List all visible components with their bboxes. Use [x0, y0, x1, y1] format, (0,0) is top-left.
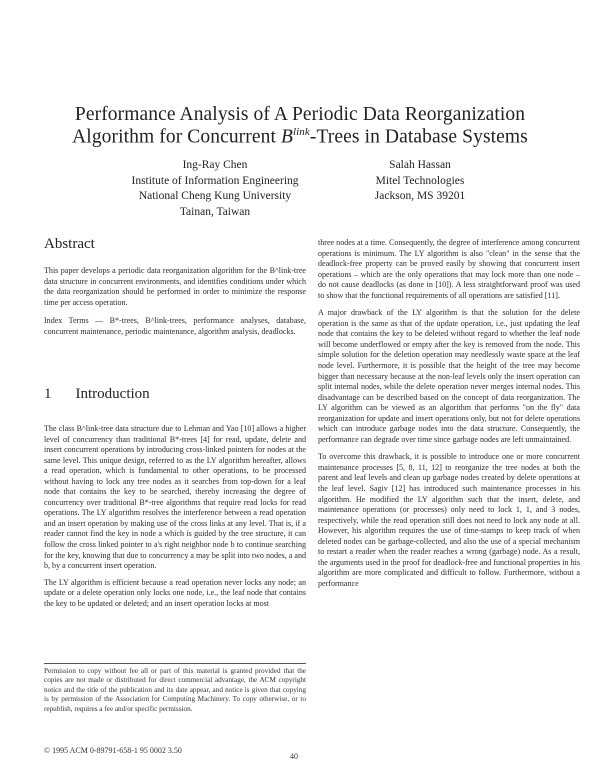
title-suffix: -Trees in Database Systems [309, 126, 528, 148]
abstract-heading: Abstract [44, 236, 95, 252]
author-affiliation: Jackson, MS 39201 [374, 190, 466, 202]
title-blink-b: B [280, 126, 293, 148]
intro-paragraph-2: The LY algorithm is efficient because a read operation never locks any node; an update or a delete operation only locks one node, i.e., the leaf node that contains the key to be updated or deleted; and an insert operation locks at most [44, 577, 306, 608]
author-block-1 [100, 158, 330, 220]
paper-title-line-2 [40, 126, 560, 149]
abstract-section [44, 266, 306, 341]
author-affiliation: National Cheng Kung University [138, 190, 292, 202]
intro-heading [44, 386, 150, 403]
copyright-line: © 1995 ACM 0-89791-658-1 95 0002 3.50 [44, 746, 182, 755]
right-paragraph-1: three nodes at a time. Consequently, the degree of interference among concurrent operations is minimum. The LY algorithm is also "clean" in the sense that the deadlock-free property can be proved easily by showing that concurrent insert operations – which are the only operations that may lock more than one node – do not cause deadlocks (as done in [10]). A less straightforward proof was used to show that the functional requirements of all operations are satisfied [11]. [318, 238, 580, 300]
right-paragraph-2: A major drawback of the LY algorithm is that the solution for the delete operation is the same as that of the update operation, i.e., just updating the leaf node that contains the key to be deleted without regard to whether the leaf node will become underflowed or empty after the key is removed from the node. This simple solution for the deletion operation may needlessly waste space at the leaf node level. Furthermore, it is possible that the height of the tree may become bigger than necessary because at the non-leaf levels only the insert operation can split internal nodes, while the delete operation never merges internal nodes. This disadvantage can be described based on the concept of data reorganization. The LY algorithm can be viewed as an algorithm that performs "on the fly" data reorganization for update and insert operations only, but not for delete operations which can introduce garbage nodes into the data structure. Consequently, the performance can degrade over time since garbage nodes are left unmaintained. [318, 308, 580, 444]
page-number: 40 [290, 752, 298, 761]
author-name: Salah Hassan [389, 159, 451, 171]
permission-footnote: Permission to copy without fee all or part of this material is granted provided that the copies are not made or distributed for direct commercial advantage, the ACM copyright notice and the title of the publication and its date appear, and notice is given that copying is by permission of the Association for Computing Machinery. To copy otherwise, or to republish, requires a fee and/or specific permission. [44, 667, 306, 713]
abstract-body: This paper develops a periodic data reorganization algorithm for the B^link-tree data structure in concurrent environments, and identifies conditions under which the data reorganization should be performed in order to minimize the response time per access operation. [44, 266, 306, 307]
intro-section [44, 424, 306, 613]
right-column [318, 238, 580, 594]
intro-heading-text: Introduction [75, 386, 150, 402]
author-affiliation: Institute of Information Engineering [131, 174, 299, 187]
index-terms: Index Terms — B*-trees, B^link-trees, performance analyses, database, concurrent maintenance, periodic maintenance, algorithm analysis, deadlocks. [44, 316, 306, 336]
footnote-rule [44, 663, 306, 664]
title-prefix: Algorithm for Concurrent [72, 126, 281, 148]
title-blink-sup: link [292, 126, 310, 138]
author-block-2 [345, 158, 495, 205]
intro-paragraph-1: The class B^link-tree data structure due to Lehman and Yao [10] allows a higher level of concurrency than traditional B*-trees [4] for read, update, delete and insert concurrent operations by introducing cross-linked pointers for nodes at the same level. This unique design, referred to as the LY algorithm hereafter, allows a read operation, which is fundamental to other operations, to be processed without having to lock any tree nodes as it searches from top-down for a leaf node that contains the key to be searched, thereby increasing the degree of concurrency over traditional B*-tree algorithms that require read locks for read operations. The LY algorithm resolves the interference between a read operation and an insert operation by making use of the cross links at any level. That is, if a reader cannot find the key in node a which is guided by the tree structure, it can follow the cross linked pointer to a's right neighbor node b to continue searching for the key, knowing that due to concurrency a may be split into two nodes, a and b, by a concurrent insert operation. [44, 424, 306, 571]
right-paragraph-3: To overcome this drawback, it is possible to introduce one or more concurrent maintenance processes [5, 8, 11, 12] to reorganize the tree nodes at both the parent and leaf levels and clean up garbage nodes created by delete operations at the leaf level. Sagiv [12] has introduced such maintenance processes in his algorithm. He modified the LY algorithm such that the insert, delete, and maintenance operations (or processes) only need to lock 1, 1, and 3 nodes, respectively, while the read operation still does not need to lock any node at all. However, his algorithm requires the use of time-stamps to keep track of when deleted nodes can be garbage-collected, and also the use of a special mechanism to restart a reader when the reader reaches a wrong (garbage) node. As a result, the arguments used in the proof for deadlock-free and functional properties in his algorithm are more complicated and difficult to follow. Furthermore, without a performance [318, 452, 580, 588]
author-name: Ing-Ray Chen [182, 159, 248, 171]
author-affiliation: Tainan, Taiwan [179, 205, 251, 218]
intro-heading-number: 1 [44, 386, 52, 402]
paper-title-line-1: Performance Analysis of A Periodic Data Reorganization [74, 104, 526, 125]
author-affiliation: Mitel Technologies [375, 174, 465, 187]
